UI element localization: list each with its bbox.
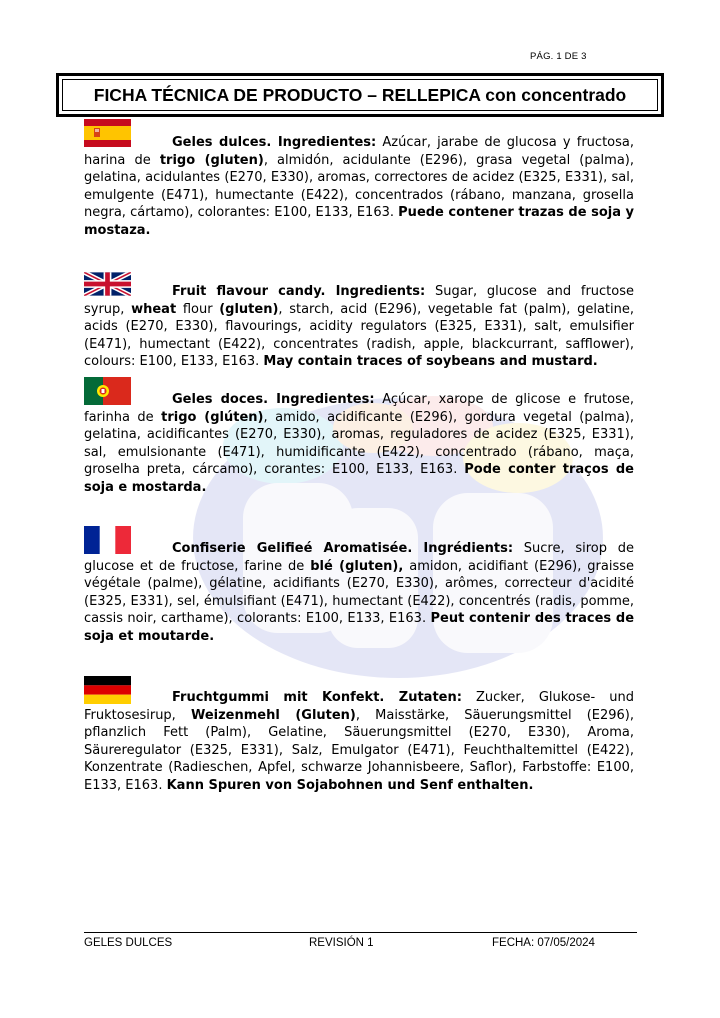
- section-es: [84, 134, 634, 240]
- allergen-warning: Kann Spuren von Sojabohnen und Senf enthalten.: [166, 777, 534, 793]
- section-text: flour: [176, 301, 220, 317]
- allergen-warning: Peut contenir des traces de soja et moutarde.: [84, 611, 635, 644]
- document-title: FICHA TÉCNICA DE PRODUCTO – RELLEPICA con concentrado: [62, 79, 658, 111]
- section-text: Sugar, glucose and fructose syrup,: [84, 284, 634, 317]
- allergen-bold: trigo (gluten): [159, 152, 264, 168]
- section-heading: Geles dulces. Ingredientes:: [172, 135, 377, 150]
- footer-product: GELES DULCES: [84, 937, 173, 949]
- section-pt: [84, 391, 634, 497]
- allergen-warning: May contain traces of soybeans and mustard.: [263, 354, 598, 370]
- allergen-warning: Pode conter traços de soja e mostarda.: [84, 462, 634, 495]
- section-heading: Geles doces. Ingredientes:: [172, 392, 375, 407]
- allergen-warning: Puede contener trazas de soja y mostaza.: [84, 205, 634, 238]
- allergen-bold: Weizenmehl (Gluten): [190, 707, 356, 723]
- section-text: , Maisstärke, Säuerungsmittel (E296), pflanzlich Fett (Palm), Gelatine, Säuerungsmittel (E270, E330), Aroma, Säureregulator (E325, E331), Salz, Emulgator (E471), Feuchthaltemittel (E422), Konzentrate (Radieschen, Apfel, schwarze Johannisbeere, Saflor), Farbstoffe: E100, E133, E163.: [84, 707, 635, 793]
- section-text: Sucre, sirop de glucose et de fructose, farine de: [84, 541, 634, 574]
- section-text: Azúcar, jarabe de glucosa y fructosa, harina de: [84, 135, 634, 168]
- section-text: Zucker, Glukose- und Fruktosesirup,: [84, 690, 634, 723]
- allergen-bold: (gluten): [219, 301, 279, 317]
- title-box: [56, 73, 664, 117]
- footer-revision: REVISIÓN 1: [309, 937, 374, 949]
- page-number: PÁG. 1 DE 3: [530, 51, 587, 62]
- section-heading: Confiserie Gelifieé Aromatisée. Ingrédients:: [172, 541, 514, 556]
- section-heading: Fruit flavour candy. Ingredients:: [172, 284, 426, 299]
- section-text: amidon, acidifiant (E296), graisse végétale (palme), gélatine, acidifiants (E270, E330), arômes, correcteur d'acidité (E325, E331), sel, émulsifiant (E471), humectant (E422), concentrés (radis, pomme, cassis noir, carthame), colorants: E100, E133, E163.: [84, 558, 634, 627]
- section-text: , starch, acid (E296), vegetable fat (palm), gelatine, acids (E270, E330), flavourings, acidity regulators (E325, E331), salt, emulsifier (E471), humectant (E422), concentrates (radish, apple, blackcurrant, safflower), colours: E100, E133, E163.: [84, 301, 634, 370]
- section-text: , almidón, acidulante (E296), grasa vegetal (palma), gelatina, acidulantes (E270, E330), aromas, correctores de acidez (E325, E331), sal, emulgente (E471), humectante (E422), concentrados (rábano, manzana, grosella negra, cártamo), colorantes: E100, E133, E163.: [84, 152, 635, 221]
- allergen-bold: trigo (glúten): [161, 409, 264, 425]
- allergen-bold: blé (gluten),: [310, 558, 404, 574]
- section-text: , amido, acidificante (E296), gordura vegetal (palma), gelatina, acidificantes (E270, E330), aromas, reguladores de acidez (E325, E331), sal, emulsionante (E471), humidificante (E422), concentrado (rábano, maça, groselha preta, cárcamo), corantes: E100, E133, E163.: [84, 409, 635, 478]
- section-text: Açúcar, xarope de glicose e frutose, farinha de: [84, 392, 634, 425]
- section-en: [84, 283, 634, 371]
- section-heading: Fruchtgummi mit Konfekt. Zutaten:: [172, 690, 462, 705]
- allergen-bold: wheat: [131, 301, 177, 317]
- footer-date: FECHA: 07/05/2024: [492, 937, 595, 949]
- footer-divider: [84, 932, 637, 933]
- section-de: [84, 689, 634, 795]
- section-fr: [84, 540, 634, 646]
